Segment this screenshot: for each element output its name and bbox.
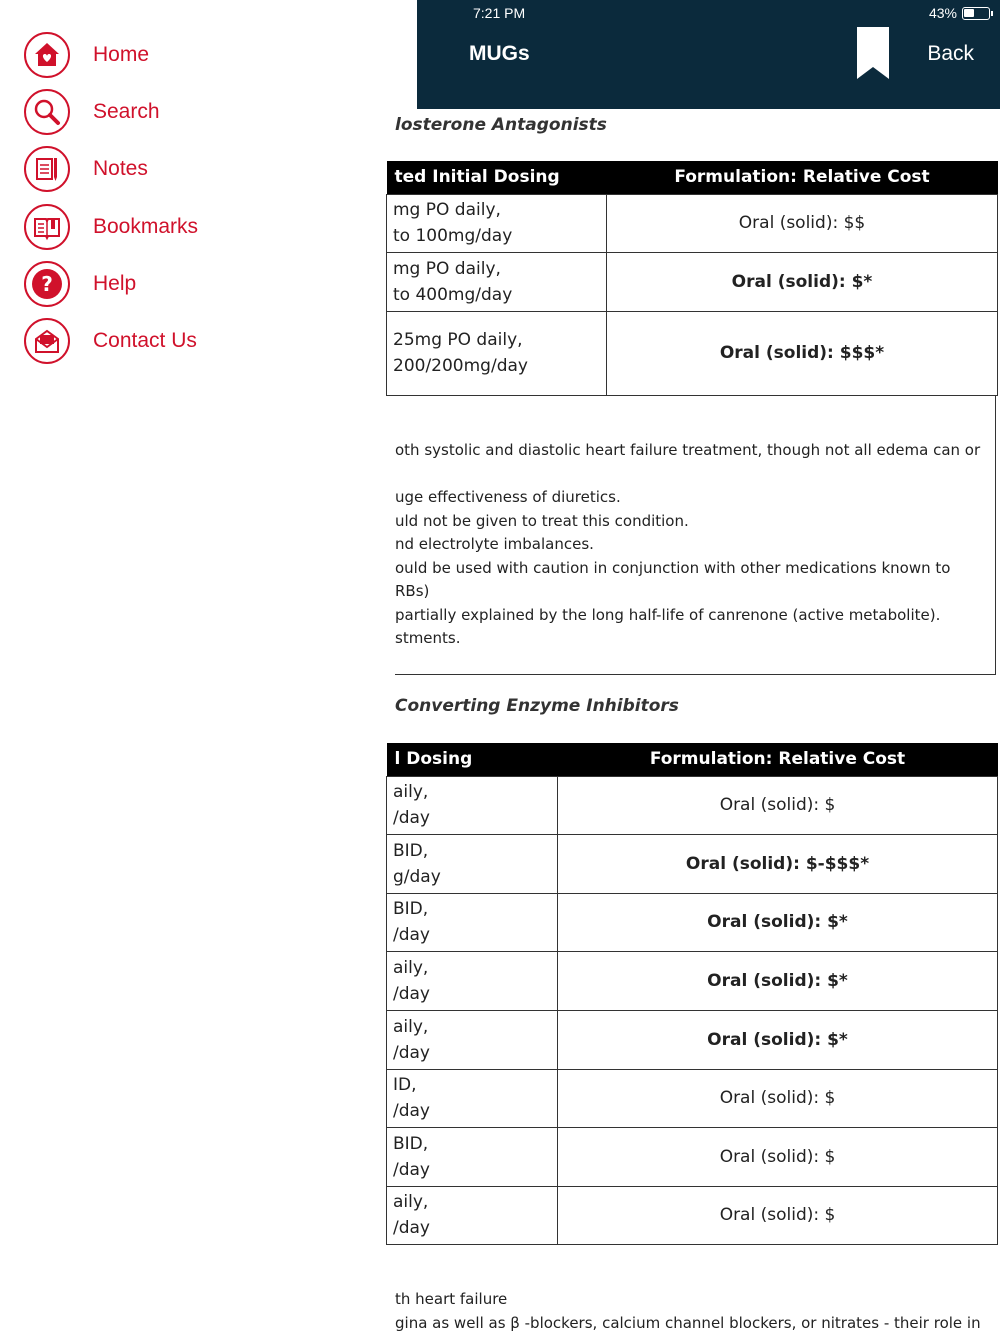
note-line: gina as well as β -blockers, calcium channel blockers, or nitrates - their role in [395,1312,981,1335]
note-line: nd electrolyte imbalances. [395,533,995,557]
dosing-cell [387,252,607,311]
book-icon [24,204,70,250]
note-line: uld not be given to treat this condition. [395,510,995,534]
dosing-line: /day [393,981,551,1007]
dosing-table [386,743,998,1245]
note-line [395,463,995,487]
note-line: oth systolic and diastolic heart failure treatment, though not all edema can or [395,439,995,463]
status-time: 7:21 PM [473,5,525,21]
note-line: stments. [395,627,995,651]
menu-label-bookmarks: Bookmarks [93,215,198,239]
dosing-cell [387,194,607,252]
dosing-line: /day [393,922,551,948]
dosing-line: aily, [393,1014,551,1040]
search-icon [24,89,70,135]
dosing-cell [387,1127,558,1186]
note-line: uge effectiveness of diuretics. [395,486,995,510]
section-title: losterone Antagonists [395,115,607,135]
notes-box [395,396,996,675]
dosing-cell [387,1186,558,1244]
battery-level [964,9,974,17]
table-row [387,252,998,311]
menu-item-help[interactable] [24,260,136,308]
cost-cell: Oral (solid): $-$$$* [558,834,998,893]
menu-item-bookmarks[interactable] [24,203,198,251]
back-button[interactable]: Back [927,42,974,66]
note-line: th heart failure [395,1288,981,1312]
battery-icon [962,7,990,20]
table-header-row [387,161,998,194]
cost-cell: Oral (solid): $* [607,252,998,311]
dosing-line: /day [393,1040,551,1066]
side-menu [0,0,417,1333]
help-icon [24,261,70,307]
dosing-line: /day [393,1215,551,1241]
menu-label-search: Search [93,100,160,124]
dosing-line: /day [393,1157,551,1183]
dosing-line: to 400mg/day [393,282,600,308]
dosing-cell [387,834,558,893]
dosing-header: ted Initial Dosing [387,161,607,194]
dosing-line: ID, [393,1072,551,1098]
cost-cell: Oral (solid): $* [558,893,998,951]
cost-cell: Oral (solid): $ [558,1127,998,1186]
cost-cell: Oral (solid): $ [558,776,998,834]
nav-bar [417,0,1000,109]
menu-label-contact-us: Contact Us [93,329,197,353]
table-header-row [387,743,998,776]
table-row [387,834,998,893]
cost-header: Formulation: Relative Cost [558,743,998,776]
dosing-line: aily, [393,955,551,981]
dosing-line: /day [393,1098,551,1124]
cost-cell: Oral (solid): $* [558,1010,998,1069]
mail-icon [24,318,70,364]
note-line: partially explained by the long half-life of canrenone (active metabolite). [395,604,995,628]
dosing-cell [387,893,558,951]
menu-item-search[interactable] [24,88,160,136]
cost-header: Formulation: Relative Cost [607,161,998,194]
table-row [387,951,998,1010]
dosing-line: BID, [393,838,551,864]
dosing-cell [387,776,558,834]
section-title: Converting Enzyme Inhibitors [395,696,679,716]
bookmark-icon[interactable] [857,27,889,83]
dosing-line: to 100mg/day [393,223,600,249]
dosing-table [386,161,998,396]
menu-item-contact-us[interactable] [24,317,197,365]
battery-percentage: 43% [929,5,957,21]
dosing-line: BID, [393,1131,551,1157]
table-row [387,1127,998,1186]
dosing-cell [387,1069,558,1127]
dosing-cell [387,951,558,1010]
dosing-line: /day [393,805,551,831]
note-line: ould be used with caution in conjunction with other medications known to [395,557,995,581]
menu-label-home: Home [93,43,149,67]
menu-label-notes: Notes [93,157,148,181]
dosing-line: 25mg PO daily, [393,327,600,353]
dosing-line: mg PO daily, [393,197,600,223]
dosing-cell [387,311,607,395]
cost-cell: Oral (solid): $$$* [607,311,998,395]
menu-item-notes[interactable] [24,145,148,193]
table-row [387,194,998,252]
table-row [387,893,998,951]
dosing-line: mg PO daily, [393,256,600,282]
cost-cell: Oral (solid): $$ [607,194,998,252]
dosing-line: 200/200mg/day [393,353,600,379]
table-row [387,311,998,395]
dosing-line: BID, [393,896,551,922]
notes-text [395,1288,981,1335]
svg-text:?: ? [41,272,53,296]
note-line: RBs) [395,580,995,604]
dosing-line: aily, [393,779,551,805]
dosing-line: aily, [393,1189,551,1215]
menu-item-home[interactable] [24,31,149,79]
table-row [387,1069,998,1127]
table-row [387,1186,998,1244]
dosing-line: g/day [393,864,551,890]
cost-cell: Oral (solid): $ [558,1186,998,1244]
dosing-cell [387,1010,558,1069]
home-heart-icon [24,32,70,78]
cost-cell: Oral (solid): $ [558,1069,998,1127]
notes-icon [24,146,70,192]
app-pane [417,0,1000,1333]
page-title: MUGs [469,42,530,66]
menu-label-help: Help [93,272,136,296]
dosing-header: l Dosing [387,743,558,776]
table-row [387,1010,998,1069]
table-row [387,776,998,834]
cost-cell: Oral (solid): $* [558,951,998,1010]
